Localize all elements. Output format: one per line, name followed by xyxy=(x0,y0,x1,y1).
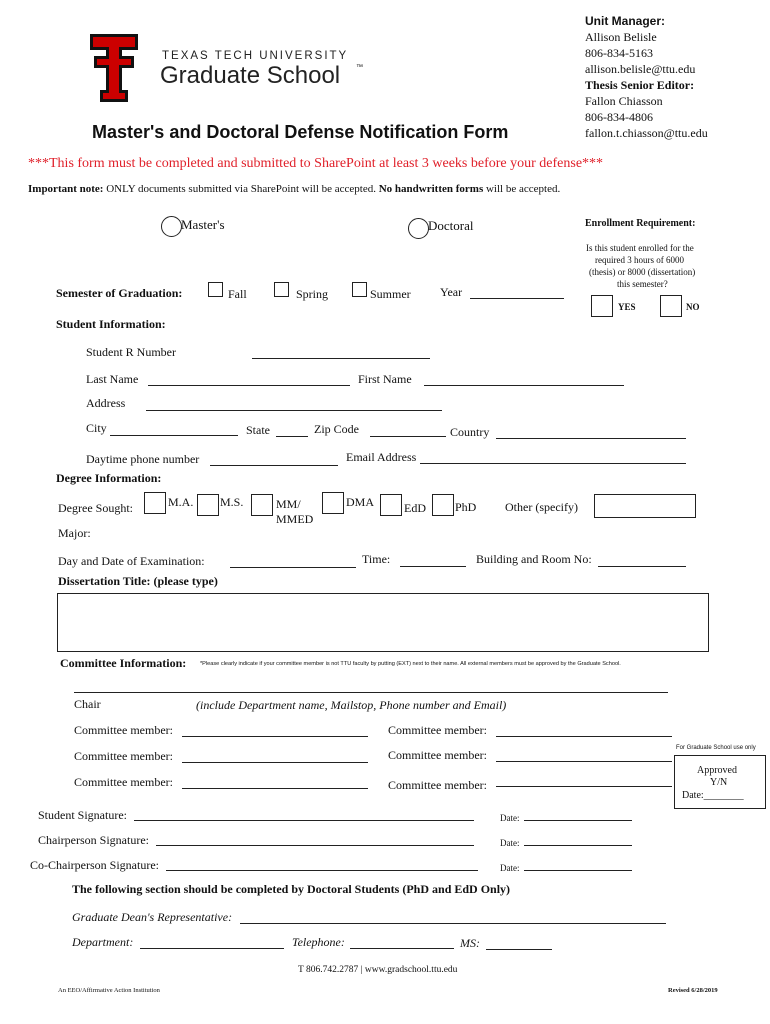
zip-label: Zip Code xyxy=(314,422,359,436)
office-yn: Y/N xyxy=(710,777,728,788)
email-label: Email Address xyxy=(346,450,417,464)
masters-radio[interactable] xyxy=(161,216,182,237)
country-label: Country xyxy=(450,425,490,439)
cochair-signature-field[interactable] xyxy=(166,870,478,871)
dean-rep-label: Graduate Dean's Representative: xyxy=(72,910,233,924)
enrollment-no-checkbox[interactable] xyxy=(660,295,682,317)
thesis-editor-name: Fallon Chiasson xyxy=(585,94,663,108)
committee-member-1-label: Committee member: xyxy=(74,723,173,737)
doctoral-label: Doctoral xyxy=(428,218,474,233)
important-label: Important note: xyxy=(28,183,104,195)
enrollment-yes-label: YES xyxy=(618,302,636,312)
r-number-label: Student R Number xyxy=(86,345,176,359)
committee-member-5-field[interactable] xyxy=(182,788,368,789)
enrollment-question-3: (thesis) or 8000 (dissertation) xyxy=(589,267,696,277)
committee-member-2-field[interactable] xyxy=(496,736,672,737)
semester-label: Semester of Graduation: xyxy=(56,286,183,300)
student-signature-date-field[interactable] xyxy=(524,820,632,821)
cochair-signature-date-field[interactable] xyxy=(524,870,632,871)
year-label: Year xyxy=(440,285,463,299)
cochair-signature-date-label: Date: xyxy=(500,863,520,873)
ms-label: M.S. xyxy=(220,495,244,509)
cochair-signature-label: Co-Chairperson Signature: xyxy=(30,858,159,872)
room-label: Building and Room No: xyxy=(476,552,592,566)
first-name-field[interactable] xyxy=(424,385,624,386)
committee-member-6-field[interactable] xyxy=(496,786,672,787)
footer-revised: Revised 6/28/2019 xyxy=(668,987,718,994)
zip-field[interactable] xyxy=(370,436,446,437)
exam-time-label: Time: xyxy=(362,552,391,566)
exam-date-label: Day and Date of Examination: xyxy=(58,554,205,568)
thesis-editor-phone: 806-834-4806 xyxy=(585,110,653,124)
office-use-label: For Graduate School use only xyxy=(676,745,756,751)
trademark: ™ xyxy=(356,64,363,71)
last-name-label: Last Name xyxy=(86,372,139,386)
city-field[interactable] xyxy=(110,435,238,436)
chair-hint: (include Department name, Mailstop, Phone number and Email) xyxy=(196,698,507,712)
phd-label: PhD xyxy=(455,500,477,514)
department-label: Department: xyxy=(72,935,134,949)
mmed-label: MMED xyxy=(276,512,314,526)
student-signature-label: Student Signature: xyxy=(38,808,127,822)
spring-checkbox[interactable] xyxy=(274,282,289,297)
chair-signature-date-label: Date: xyxy=(500,838,520,848)
ms-label: MS: xyxy=(460,936,480,950)
telephone-label: Telephone: xyxy=(292,935,345,949)
masters-label: Master's xyxy=(181,217,225,232)
summer-label: Summer xyxy=(370,287,411,301)
important-note xyxy=(28,183,560,195)
fall-checkbox[interactable] xyxy=(208,282,223,297)
degree-section-title: Degree Information: xyxy=(56,471,162,485)
year-field[interactable] xyxy=(470,298,564,299)
chair-signature-field[interactable] xyxy=(156,845,474,846)
enrollment-question-4: this semester? xyxy=(617,279,668,289)
enrollment-yes-checkbox[interactable] xyxy=(591,295,613,317)
dma-checkbox[interactable] xyxy=(322,492,344,514)
committee-member-3-label: Committee member: xyxy=(74,749,173,763)
exam-date-field[interactable] xyxy=(230,567,356,568)
office-date: Date:________ xyxy=(682,790,744,801)
ms-checkbox[interactable] xyxy=(197,494,219,516)
unit-manager-label: Unit Manager: xyxy=(585,14,666,28)
committee-member-6-label: Committee member: xyxy=(388,778,487,792)
enrollment-question-1: Is this student enrolled for the xyxy=(586,243,694,253)
committee-member-5-label: Committee member: xyxy=(74,775,173,789)
student-signature-date-label: Date: xyxy=(500,813,520,823)
submission-warning: ***This form must be completed and submitted to SharePoint at least 3 weeks before your defense*** xyxy=(28,156,604,171)
student-section-title: Student Information: xyxy=(56,317,166,331)
ttu-logo-icon xyxy=(88,32,140,104)
committee-member-3-field[interactable] xyxy=(182,762,368,763)
spring-label: Spring xyxy=(296,287,329,301)
committee-member-4-field[interactable] xyxy=(496,761,672,762)
first-name-label: First Name xyxy=(358,372,412,386)
important-bold: No handwritten forms xyxy=(378,183,484,195)
edd-checkbox[interactable] xyxy=(380,494,402,516)
dissertation-title-label: Dissertation Title: (please type) xyxy=(58,574,218,588)
school-name: Graduate School xyxy=(160,62,341,89)
mm-mmed-checkbox[interactable] xyxy=(251,494,273,516)
committee-section-title: Committee Information: xyxy=(60,656,187,670)
doctoral-heading: The following section should be completed by Doctoral Students (PhD and EdD Only) xyxy=(72,882,511,896)
address-field[interactable] xyxy=(146,410,442,411)
ma-checkbox[interactable] xyxy=(144,492,166,514)
dma-label: DMA xyxy=(346,495,375,509)
enrollment-no-label: NO xyxy=(686,302,700,312)
unit-manager-email[interactable]: allison.belisle@ttu.edu xyxy=(585,62,696,76)
footer-contact: T 806.742.2787 | www.gradschool.ttu.edu xyxy=(298,965,458,975)
enrollment-title: Enrollment Requirement: xyxy=(585,218,696,229)
chair-label: Chair xyxy=(74,697,101,711)
enrollment-question-2: required 3 hours of 6000 xyxy=(595,255,684,265)
thesis-editor-email[interactable]: fallon.t.chiasson@ttu.edu xyxy=(585,126,708,140)
chair-field[interactable] xyxy=(74,692,668,693)
mm-label: MM/ xyxy=(276,497,301,511)
phone-field[interactable] xyxy=(210,465,338,466)
chair-signature-date-field[interactable] xyxy=(524,845,632,846)
r-number-field[interactable] xyxy=(252,358,430,359)
committee-member-1-field[interactable] xyxy=(182,736,368,737)
other-label: Other (specify) xyxy=(505,500,578,514)
major-label: Major: xyxy=(58,526,91,540)
committee-member-2-label: Committee member: xyxy=(388,723,487,737)
thesis-editor-label: Thesis Senior Editor: xyxy=(585,78,695,92)
summer-checkbox[interactable] xyxy=(352,282,367,297)
room-field[interactable] xyxy=(598,566,686,567)
important-text-2: will be accepted. xyxy=(483,183,561,195)
phd-checkbox[interactable] xyxy=(432,494,454,516)
telephone-field[interactable] xyxy=(350,948,454,949)
office-approved: Approved xyxy=(697,765,737,776)
exam-time-field[interactable] xyxy=(400,566,466,567)
university-name: TEXAS TECH UNIVERSITY xyxy=(162,50,349,62)
chair-signature-label: Chairperson Signature: xyxy=(38,833,149,847)
footer-eeo: An EEO/Affirmative Action Institution xyxy=(58,987,160,994)
edd-label: EdD xyxy=(404,501,426,515)
ms-field[interactable] xyxy=(486,949,552,950)
unit-manager-name: Allison Belisle xyxy=(585,30,657,44)
dean-rep-field[interactable] xyxy=(240,923,666,924)
doctoral-radio[interactable] xyxy=(408,218,429,239)
other-specify-field[interactable] xyxy=(594,494,696,518)
important-text-1: ONLY documents submitted via SharePoint will be accepted. xyxy=(103,183,379,195)
email-field[interactable] xyxy=(420,463,686,464)
state-field[interactable] xyxy=(276,436,308,437)
phone-label: Daytime phone number xyxy=(86,452,200,466)
state-label: State xyxy=(246,423,270,437)
unit-manager-phone: 806-834-5163 xyxy=(585,46,653,60)
degree-sought-label: Degree Sought: xyxy=(58,501,133,515)
department-field[interactable] xyxy=(140,948,284,949)
country-field[interactable] xyxy=(496,438,686,439)
student-signature-field[interactable] xyxy=(134,820,474,821)
address-label: Address xyxy=(86,396,126,410)
fall-label: Fall xyxy=(228,287,247,301)
last-name-field[interactable] xyxy=(148,385,350,386)
form-title: Master's and Doctoral Defense Notification Form xyxy=(92,122,509,142)
committee-member-4-label: Committee member: xyxy=(388,748,487,762)
committee-note: *Please clearly indicate if your committee member is not TTU faculty by putting (EXT) next to their name. All external members must be approved by the Graduate School. xyxy=(200,661,621,667)
city-label: City xyxy=(86,421,107,435)
dissertation-title-field[interactable] xyxy=(57,593,709,652)
ma-label: M.A. xyxy=(168,495,194,509)
